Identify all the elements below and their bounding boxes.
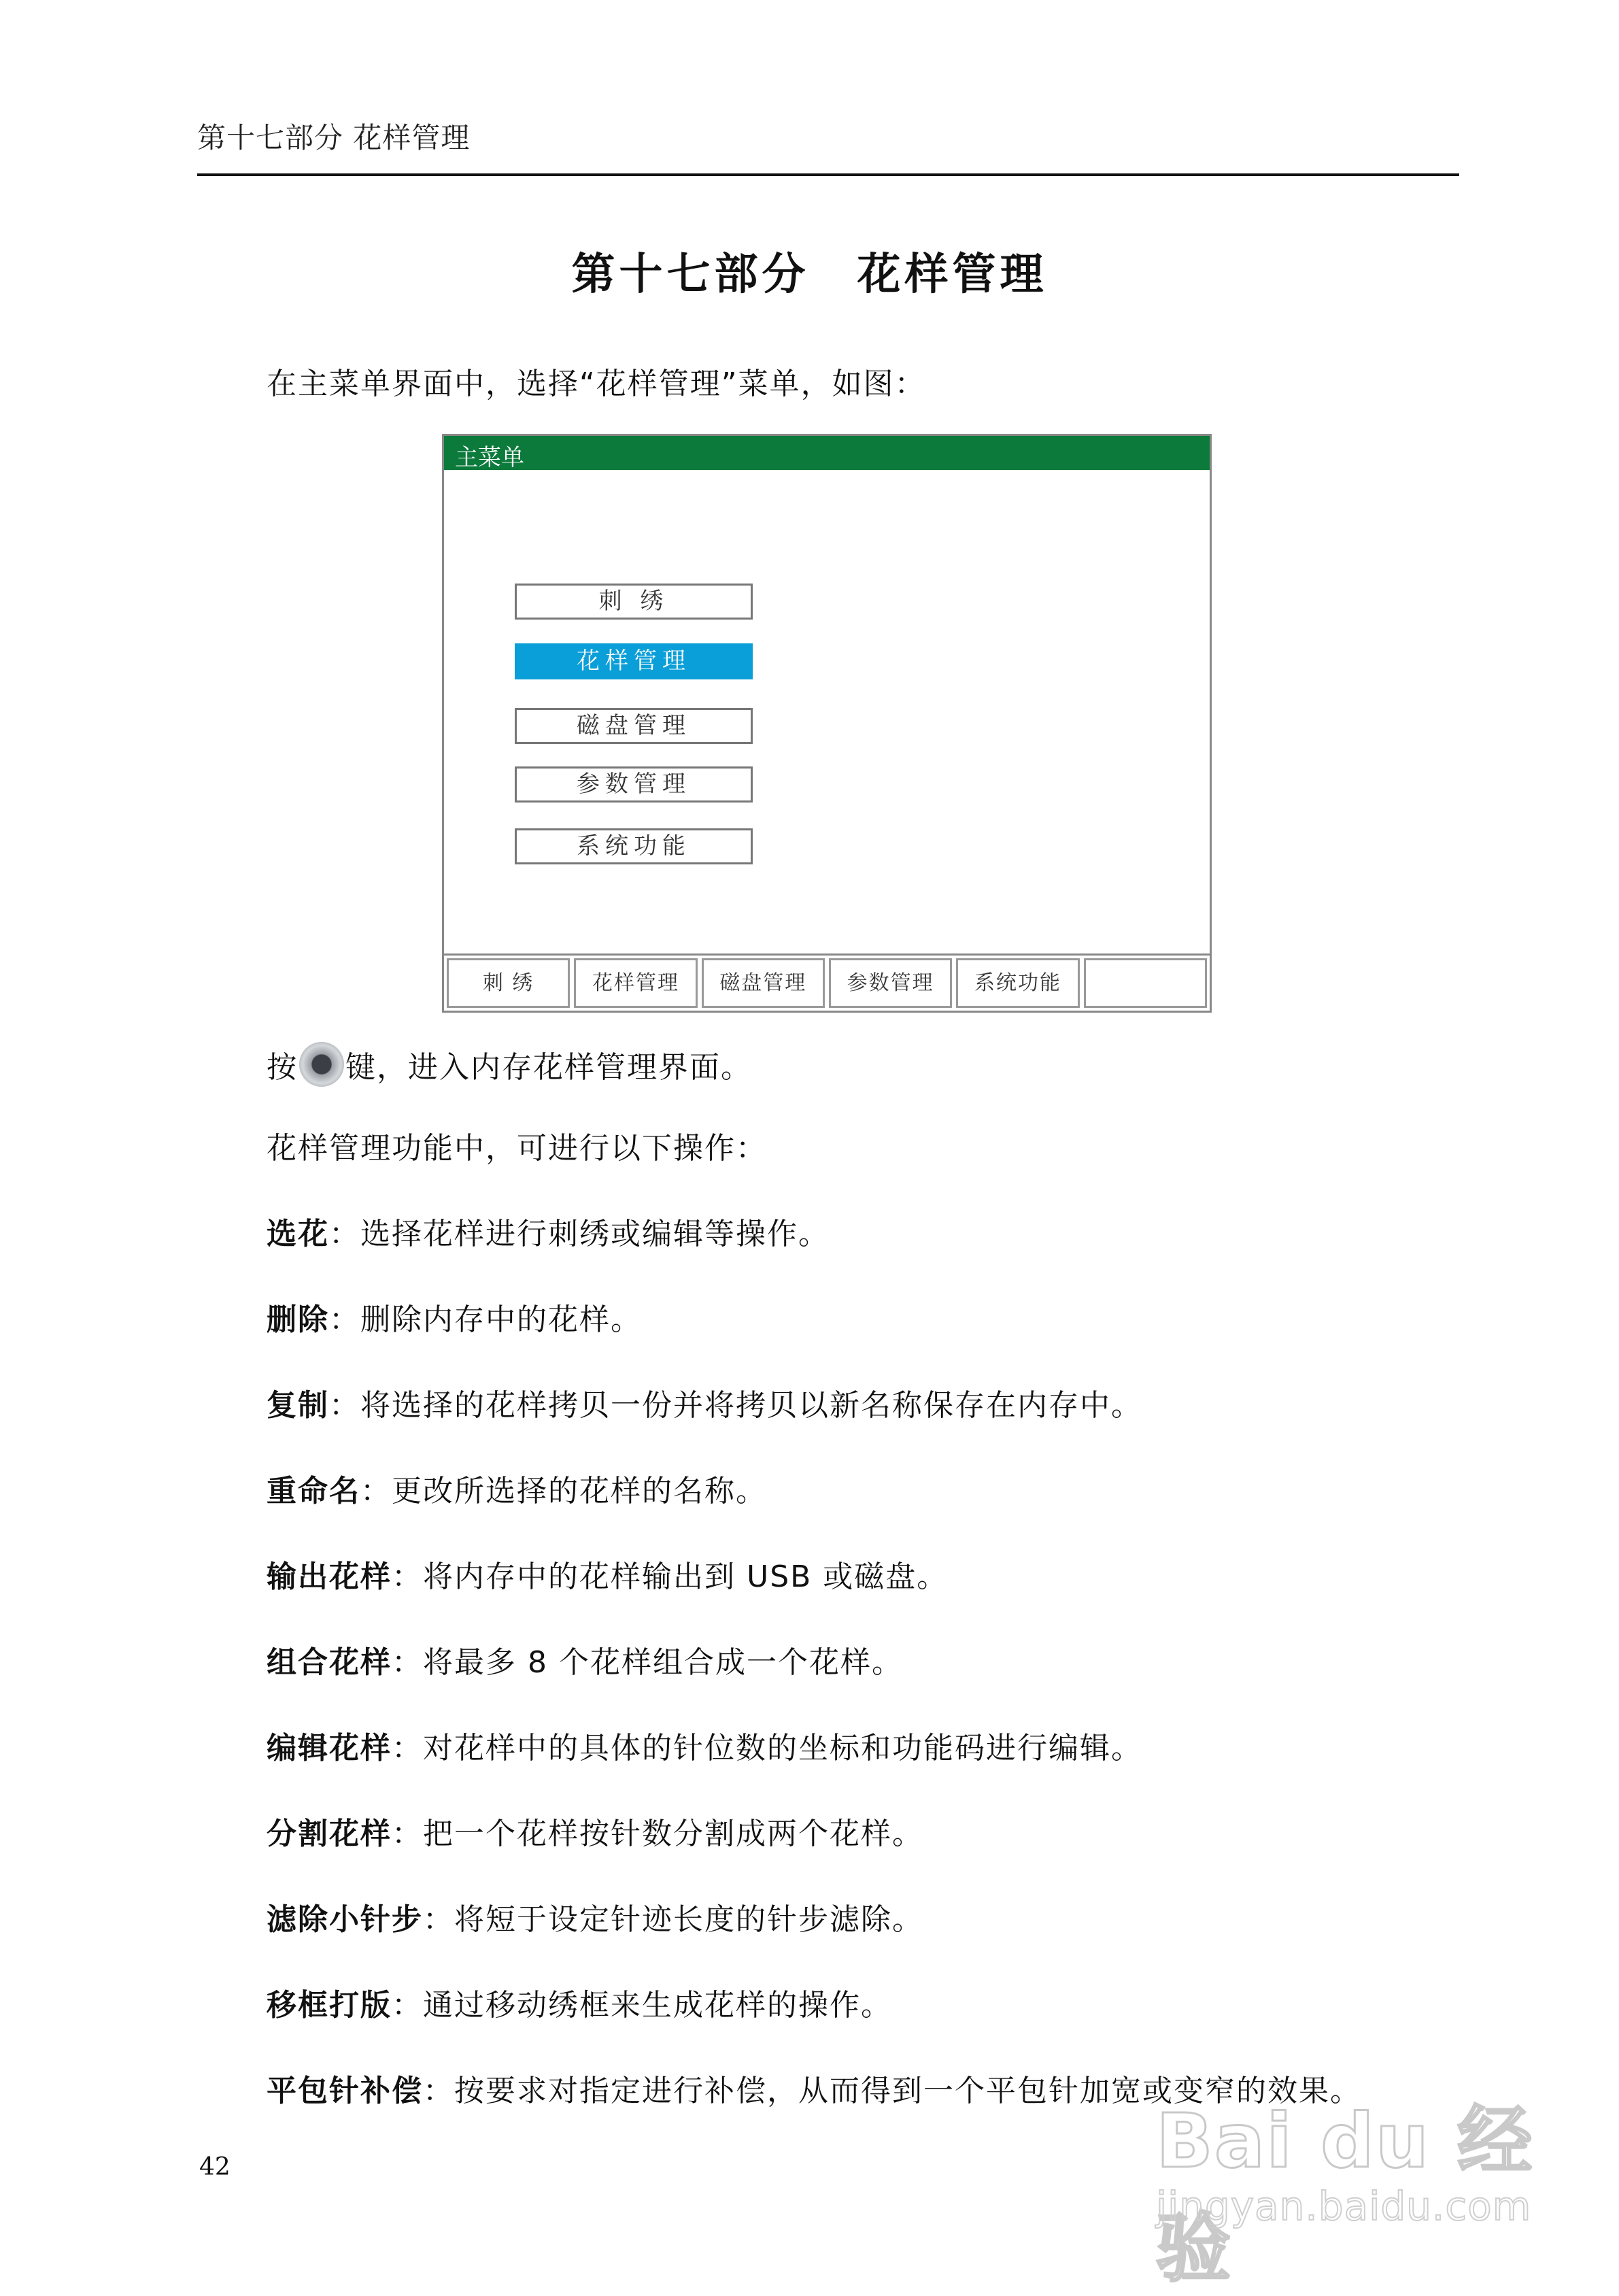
menu-item-embroidery[interactable]: 刺 绣 (515, 584, 753, 620)
list-item (267, 1723, 1142, 1767)
operations-intro: 花样管理功能中，可进行以下操作： (267, 1131, 767, 1166)
item-desc: ：按要求对指定进行补偿，从而得到一个平包针加宽或变窄的效果。 (423, 2074, 1361, 2108)
fkey-disk-management[interactable]: 磁盘管理 (702, 958, 825, 1008)
item-term: 选花 (267, 1217, 329, 1251)
item-desc: ：将短于设定针迹长度的针步滤除。 (423, 1902, 923, 1937)
item-term: 重命名 (267, 1474, 360, 1508)
item-term: 移框打版 (267, 1988, 392, 2023)
baidu-jingyan-watermark (1156, 2081, 1537, 2292)
item-term: 删除 (267, 1302, 329, 1337)
press-before-text: 按 (267, 1050, 298, 1085)
page-number: 42 (199, 2153, 231, 2181)
menu-item-system-functions[interactable]: 系统功能 (515, 828, 753, 864)
item-desc: ：把一个花样按针数分割成两个花样。 (392, 1817, 923, 1851)
watermark-url: jingyan.baidu.com (1156, 2183, 1532, 2229)
item-desc: ：将选择的花样拷贝一份并将拷贝以新名称保存在内存中。 (329, 1388, 1142, 1423)
press-key-instruction (267, 1042, 752, 1087)
item-term: 平包针补偿 (267, 2074, 423, 2108)
menu-item-pattern-management[interactable]: 花样管理 (515, 643, 753, 679)
item-term: 组合花样 (267, 1645, 392, 1680)
watermark-logo: Bai du 经验 (1156, 2097, 1534, 2292)
list-item (267, 1295, 642, 1338)
fkey-embroidery[interactable]: 刺 绣 (447, 958, 570, 1008)
page-title-part: 第十七部分 (571, 250, 810, 300)
running-header: 第十七部分 花样管理 (197, 121, 471, 154)
page-title (0, 239, 1619, 302)
list-item (267, 1809, 923, 1853)
item-term: 编辑花样 (267, 1731, 392, 1766)
page-title-name: 花样管理 (857, 250, 1048, 300)
screen-titlebar (444, 436, 1210, 470)
item-desc: ：更改所选择的花样的名称。 (360, 1474, 767, 1508)
menu-item-disk-management[interactable]: 磁盘管理 (515, 708, 753, 744)
function-key-bar (444, 953, 1210, 1011)
press-after-text: 键，进入内存花样管理界面。 (345, 1050, 752, 1085)
item-term: 复制 (267, 1388, 329, 1423)
menu-item-parameter-management[interactable]: 参数管理 (515, 766, 753, 803)
list-item (267, 1980, 892, 2024)
item-desc: ：将最多 8 个花样组合成一个花样。 (392, 1645, 903, 1680)
header-rule (197, 173, 1459, 176)
fkey-empty[interactable] (1084, 958, 1207, 1008)
item-desc: ：删除内存中的花样。 (329, 1302, 642, 1337)
list-item (267, 1466, 767, 1510)
intro-text: 在主菜单界面中，选择“花样管理”菜单，如图： (267, 367, 926, 401)
item-desc: ：对花样中的具体的针位数的坐标和功能码进行编辑。 (392, 1731, 1142, 1766)
fkey-pattern-management[interactable]: 花样管理 (574, 958, 697, 1008)
round-knob-key-icon (299, 1042, 344, 1087)
item-term: 输出花样 (267, 1559, 392, 1594)
list-item (267, 1209, 830, 1253)
list-item (267, 1895, 923, 1938)
list-item (267, 1638, 903, 1681)
item-term: 分割花样 (267, 1817, 392, 1851)
main-menu-screenshot (442, 434, 1212, 1013)
list-item (267, 1552, 948, 1596)
item-term: 滤除小针步 (267, 1902, 423, 1937)
fkey-system-functions[interactable]: 系统功能 (956, 958, 1079, 1008)
screen-title: 主菜单 (455, 444, 524, 471)
item-desc: ：通过移动绣框来生成花样的操作。 (392, 1988, 892, 2023)
item-desc: ：选择花样进行刺绣或编辑等操作。 (329, 1217, 830, 1251)
item-desc: ：将内存中的花样输出到 USB 或磁盘。 (392, 1559, 949, 1594)
list-item (267, 1381, 1142, 1424)
fkey-parameter-management[interactable]: 参数管理 (829, 958, 952, 1008)
